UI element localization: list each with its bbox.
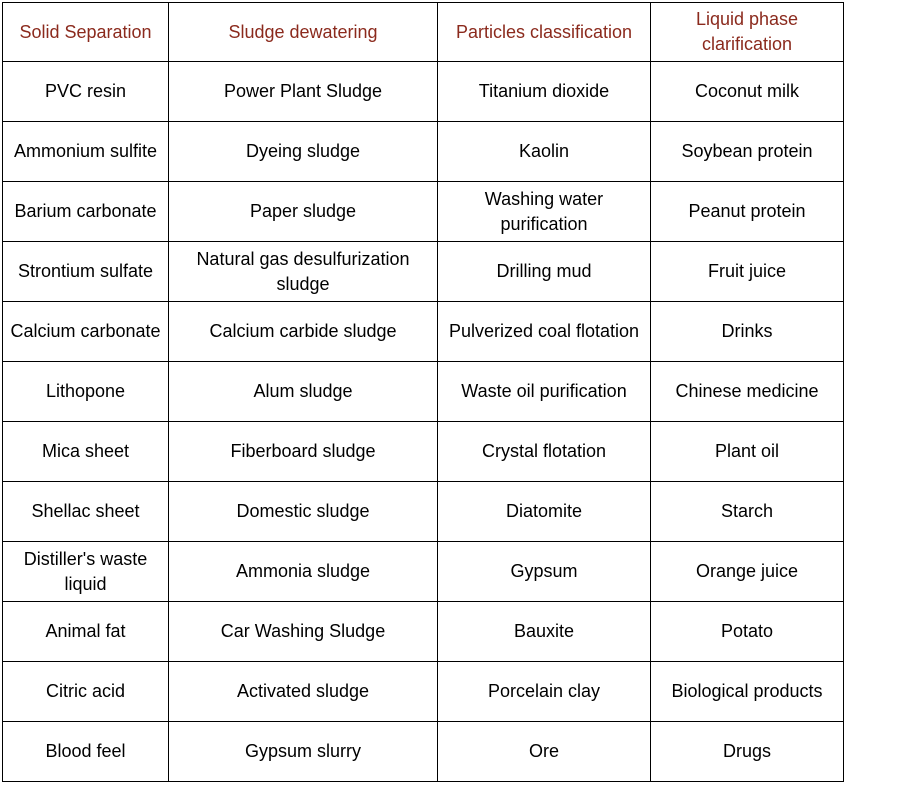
table-cell: Mica sheet <box>3 422 169 482</box>
table-row <box>3 482 844 542</box>
table-cell: Ore <box>438 722 651 782</box>
table-cell: Crystal flotation <box>438 422 651 482</box>
table-cell: Washing water purification <box>438 182 651 242</box>
table-cell: Soybean protein <box>651 122 844 182</box>
table-cell: Titanium dioxide <box>438 62 651 122</box>
table-cell: PVC resin <box>3 62 169 122</box>
header-cell-sludge-dewatering: Sludge dewatering <box>169 3 438 62</box>
table-cell: Gypsum <box>438 542 651 602</box>
applications-table <box>2 2 844 782</box>
table-cell: Coconut milk <box>651 62 844 122</box>
header-cell-particles-classification: Particles classification <box>438 3 651 62</box>
table-cell: Shellac sheet <box>3 482 169 542</box>
table-cell: Plant oil <box>651 422 844 482</box>
table-row <box>3 542 844 602</box>
table-cell: Domestic sludge <box>169 482 438 542</box>
table-cell: Activated sludge <box>169 662 438 722</box>
table-cell: Animal fat <box>3 602 169 662</box>
table-cell: Peanut protein <box>651 182 844 242</box>
table-cell: Pulverized coal flotation <box>438 302 651 362</box>
table-cell: Starch <box>651 482 844 542</box>
table-row <box>3 662 844 722</box>
table-cell: Kaolin <box>438 122 651 182</box>
table-cell: Blood feel <box>3 722 169 782</box>
table-cell: Barium carbonate <box>3 182 169 242</box>
table-row <box>3 602 844 662</box>
table-cell: Dyeing sludge <box>169 122 438 182</box>
table-cell: Biological products <box>651 662 844 722</box>
table-cell: Waste oil purification <box>438 362 651 422</box>
table-cell: Ammonium sulfite <box>3 122 169 182</box>
table-cell: Potato <box>651 602 844 662</box>
table-cell: Car Washing Sludge <box>169 602 438 662</box>
table-cell: Bauxite <box>438 602 651 662</box>
table-row <box>3 182 844 242</box>
table-cell: Drinks <box>651 302 844 362</box>
header-cell-solid-separation: Solid Separation <box>3 3 169 62</box>
table-cell: Orange juice <box>651 542 844 602</box>
table-cell: Diatomite <box>438 482 651 542</box>
header-cell-liquid-phase-clarification: Liquid phase clarification <box>651 3 844 62</box>
table-cell: Calcium carbide sludge <box>169 302 438 362</box>
table-cell: Calcium carbonate <box>3 302 169 362</box>
table-cell: Power Plant Sludge <box>169 62 438 122</box>
table-cell: Paper sludge <box>169 182 438 242</box>
table-cell: Porcelain clay <box>438 662 651 722</box>
table-row <box>3 242 844 302</box>
table-cell: Natural gas desulfurization sludge <box>169 242 438 302</box>
table-row <box>3 62 844 122</box>
table-cell: Drugs <box>651 722 844 782</box>
table-cell: Distiller's waste liquid <box>3 542 169 602</box>
table-row <box>3 722 844 782</box>
table-cell: Gypsum slurry <box>169 722 438 782</box>
table-row <box>3 422 844 482</box>
table-row <box>3 302 844 362</box>
table-cell: Citric acid <box>3 662 169 722</box>
table-cell: Fruit juice <box>651 242 844 302</box>
table-cell: Alum sludge <box>169 362 438 422</box>
table-cell: Lithopone <box>3 362 169 422</box>
table-cell: Chinese medicine <box>651 362 844 422</box>
table-cell: Drilling mud <box>438 242 651 302</box>
table-cell: Fiberboard sludge <box>169 422 438 482</box>
table-body <box>3 62 844 782</box>
table-cell: Ammonia sludge <box>169 542 438 602</box>
table-row <box>3 122 844 182</box>
table-row <box>3 362 844 422</box>
table-cell: Strontium sulfate <box>3 242 169 302</box>
header-row <box>3 3 844 62</box>
